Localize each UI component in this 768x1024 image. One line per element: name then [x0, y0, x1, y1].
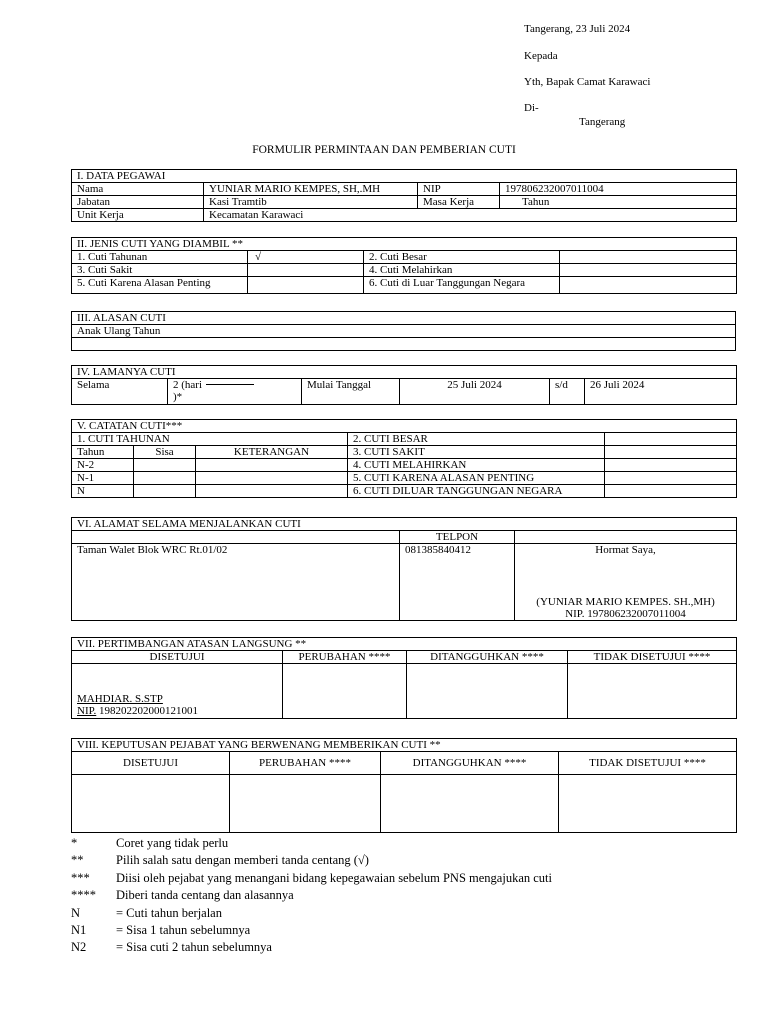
check-cell-melahirkan	[560, 264, 737, 277]
section-alasan-cuti	[71, 311, 736, 351]
footnote-text: Diberi tanda centang dan alasannya	[116, 888, 294, 903]
footnote-symbol: ****	[71, 888, 96, 903]
col-sisa: Sisa	[134, 446, 196, 459]
value-masa-kerja: Tahun	[500, 196, 737, 209]
approver-nip-label: NIP.	[77, 705, 97, 717]
leave-type-luar-tanggungan: 6. Cuti di Luar Tanggungan Negara	[364, 277, 560, 294]
section-heading: II. JENIS CUTI YANG DIAMBIL **	[72, 238, 737, 251]
value-jabatan: Kasi Tramtib	[204, 196, 418, 209]
leave-type-sakit: 3. Cuti Sakit	[72, 264, 248, 277]
section-heading: IV. LAMANYA CUTI	[72, 366, 737, 379]
cuti-melahirkan-note	[605, 459, 737, 472]
label-selama: Selama	[72, 379, 168, 405]
approver-nip: 198202202000121001	[99, 705, 199, 717]
leave-reason-blank	[72, 338, 736, 351]
label-jabatan: Jabatan	[72, 196, 204, 209]
approver-name: MAHDIAR. S.STP	[77, 693, 163, 705]
footnote-text: = Sisa 1 tahun sebelumnya	[116, 922, 251, 937]
label-mulai: Mulai Tanggal	[302, 379, 400, 405]
cell-perubahan	[230, 775, 381, 833]
cuti-tahunan-heading: 1. CUTI TAHUNAN	[72, 433, 348, 446]
letter-date: Tangerang, 23 Juli 2024	[524, 23, 631, 35]
cell-perubahan	[283, 664, 407, 719]
label-nama: Nama	[72, 183, 204, 196]
checkmark-tahunan: √	[248, 251, 364, 264]
footnote-symbol: ***	[71, 870, 90, 885]
approver-block	[72, 664, 283, 719]
cuti-alasan-penting-label: 5. CUTI KARENA ALASAN PENTING	[348, 472, 605, 485]
footnotes	[71, 835, 552, 957]
leave-type-tahunan: 1. Cuti Tahunan	[72, 251, 248, 264]
cuti-sakit-note	[605, 446, 737, 459]
phone-value: 081385840412	[400, 544, 515, 621]
row-sisa	[134, 459, 196, 472]
row-year: N-1	[72, 472, 134, 485]
section-keputusan-pejabat	[71, 738, 737, 833]
label-masa-kerja: Masa Kerja	[418, 196, 500, 209]
footnote-symbol: N1	[71, 922, 87, 937]
footnote-text: Coret yang tidak perlu	[116, 836, 229, 850]
row-keterangan	[196, 459, 348, 472]
label-unit-kerja: Unit Kerja	[72, 209, 204, 222]
check-cell-besar	[560, 251, 737, 264]
footnote-symbol: **	[71, 853, 84, 868]
hormat-saya: Hormat Saya,	[595, 544, 656, 556]
recipient-label: Kepada	[524, 50, 558, 62]
leave-type-melahirkan: 4. Cuti Melahirkan	[364, 264, 560, 277]
row-sisa	[134, 472, 196, 485]
section-data-pegawai	[71, 169, 737, 222]
signer-nip: NIP. 197806232007011004	[565, 608, 686, 620]
check-cell-alasan-penting	[248, 277, 364, 294]
section-pertimbangan-atasan	[71, 637, 737, 719]
cuti-alasan-penting-note	[605, 472, 737, 485]
col-perubahan: PERUBAHAN ****	[283, 651, 407, 664]
label-nip: NIP	[418, 183, 500, 196]
section-catatan-cuti	[71, 419, 737, 498]
leave-reason: Anak Ulang Tahun	[72, 325, 736, 338]
section-heading: I. DATA PEGAWAI	[72, 170, 737, 183]
cuti-melahirkan-label: 4. CUTI MELAHIRKAN	[348, 459, 605, 472]
col-disetujui: DISETUJUI	[72, 651, 283, 664]
row-sisa	[134, 485, 196, 498]
leave-type-besar: 2. Cuti Besar	[364, 251, 560, 264]
cell-disetujui	[72, 775, 230, 833]
row-keterangan	[196, 472, 348, 485]
signature-block	[515, 544, 737, 621]
footnote	[71, 852, 552, 869]
end-date: 26 Juli 2024	[585, 379, 737, 405]
recipient-name: Yth, Bapak Camat Karawaci	[524, 76, 651, 88]
form-title: FORMULIR PERMINTAAN DAN PEMBERIAN CUTI	[252, 144, 516, 156]
col-perubahan: PERUBAHAN ****	[230, 752, 381, 775]
cuti-diluar-note	[605, 485, 737, 498]
recipient-di: Di-	[524, 102, 539, 114]
label-sd: s/d	[550, 379, 585, 405]
check-cell-luar-tanggungan	[560, 277, 737, 294]
section-heading: VI. ALAMAT SELAMA MENJALANKAN CUTI	[72, 518, 737, 531]
cuti-diluar-label: 6. CUTI DILUAR TANGGUNGAN NEGARA	[348, 485, 605, 498]
footnote-text: = Cuti tahun berjalan	[116, 905, 222, 920]
cell-ditangguhkan	[407, 664, 568, 719]
signature-header-blank	[515, 531, 737, 544]
cell-tidak-disetujui	[559, 775, 737, 833]
footnote-symbol: N	[71, 905, 81, 920]
footnote-text: Pilih salah satu dengan memberi tanda centang (√)	[116, 853, 369, 868]
col-tidak-disetujui: TIDAK DISETUJUI ****	[559, 752, 737, 775]
leave-type-alasan-penting: 5. Cuti Karena Alasan Penting	[72, 277, 248, 294]
signer-name: (YUNIAR MARIO KEMPES. SH.,MH)	[536, 596, 715, 608]
footnote	[71, 835, 552, 852]
cell-tidak-disetujui	[568, 664, 737, 719]
col-tidak-disetujui: TIDAK DISETUJUI ****	[568, 651, 737, 664]
footnote	[71, 905, 552, 922]
section-jenis-cuti	[71, 237, 737, 294]
duration-cell	[168, 379, 302, 405]
check-cell-sakit	[248, 264, 364, 277]
col-ditangguhkan: DITANGGUHKAN ****	[407, 651, 568, 664]
section-alamat	[71, 517, 737, 621]
duration-suffix: )*	[173, 391, 183, 403]
row-year: N-2	[72, 459, 134, 472]
duration-value: 2 (hari	[173, 379, 203, 391]
footnote-symbol: *	[71, 836, 78, 850]
col-tahun: Tahun	[72, 446, 134, 459]
footnote-text: = Sisa cuti 2 tahun sebelumnya	[116, 940, 272, 955]
section-heading: VII. PERTIMBANGAN ATASAN LANGSUNG **	[72, 638, 737, 651]
section-heading: V. CATATAN CUTI***	[72, 420, 737, 433]
row-year: N	[72, 485, 134, 498]
section-lamanya-cuti	[71, 365, 737, 405]
value-unit-kerja: Kecamatan Karawaci	[204, 209, 737, 222]
cell-ditangguhkan	[381, 775, 559, 833]
address-header-blank	[72, 531, 400, 544]
cuti-besar-label: 2. CUTI BESAR	[348, 433, 605, 446]
row-keterangan	[196, 485, 348, 498]
cuti-sakit-label: 3. CUTI SAKIT	[348, 446, 605, 459]
section-heading: III. ALASAN CUTI	[72, 312, 736, 325]
col-ditangguhkan: DITANGGUHKAN ****	[381, 752, 559, 775]
col-keterangan: KETERANGAN	[196, 446, 348, 459]
address-value: Taman Walet Blok WRC Rt.01/02	[72, 544, 400, 621]
recipient-city: Tangerang	[579, 116, 626, 128]
start-date: 25 Juli 2024	[400, 379, 550, 405]
duration-blank-line	[206, 384, 254, 385]
footnote	[71, 939, 552, 956]
cuti-besar-note	[605, 433, 737, 446]
footnote	[71, 922, 552, 939]
footnote	[71, 870, 552, 887]
footnote-symbol: N2	[71, 940, 87, 955]
label-telpon: TELPON	[400, 531, 515, 544]
value-nama: YUNIAR MARIO KEMPES, SH,.MH	[204, 183, 418, 196]
col-disetujui: DISETUJUI	[72, 752, 230, 775]
section-heading: VIII. KEPUTUSAN PEJABAT YANG BERWENANG MEMBERIKAN CUTI **	[72, 739, 737, 752]
footnote-text: Diisi oleh pejabat yang menangani bidang kepegawaian sebelum PNS mengajukan cuti	[116, 870, 552, 885]
value-nip: 197806232007011004	[500, 183, 737, 196]
footnote	[71, 887, 552, 904]
